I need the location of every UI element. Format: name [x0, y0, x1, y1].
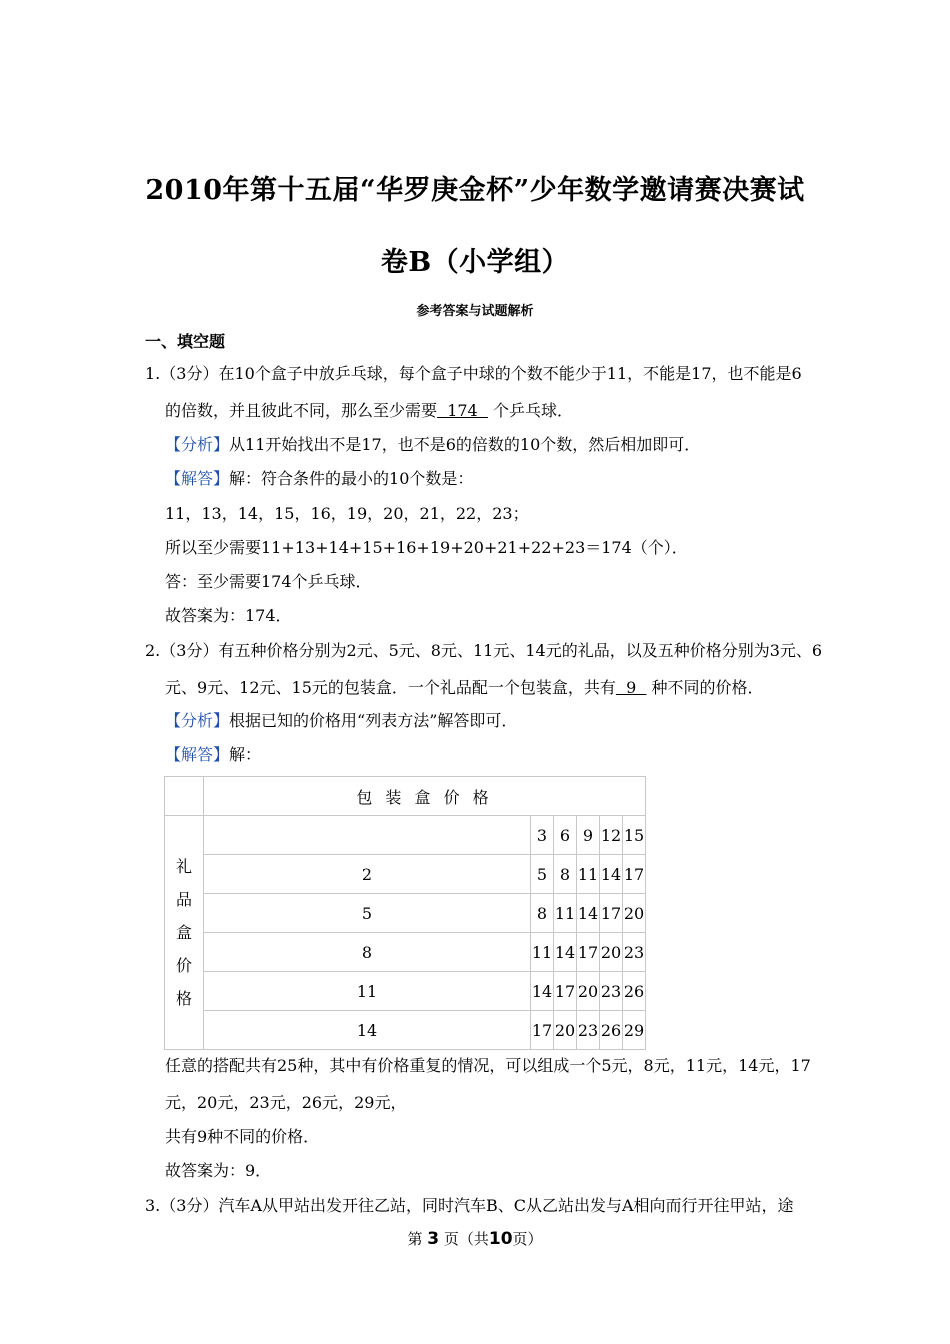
sum-cell: 23: [623, 933, 646, 972]
sum-cell: 14: [554, 933, 577, 972]
sum-cell: 20: [577, 972, 600, 1011]
box-price-cell: 9: [577, 816, 600, 855]
sum-cell: 23: [600, 972, 623, 1011]
doc-subtitle: 参考答案与试题解析: [416, 304, 534, 319]
q2-after-line1: 任意的搭配共有25种，其中有价格重复的情况，可以组成一个5元，8元，11元，14元，17: [165, 1056, 811, 1075]
gift-price-cell: 8: [204, 933, 531, 972]
sum-cell: 14: [577, 894, 600, 933]
sum-cell: 17: [600, 894, 623, 933]
sum-cell: 17: [577, 933, 600, 972]
sum-cell: 17: [623, 855, 646, 894]
q2-after-line2: 元，20元，23元，26元，29元，: [165, 1093, 407, 1112]
sum-cell: 20: [554, 1011, 577, 1050]
q2-solution: [165, 745, 261, 765]
sum-cell: 17: [531, 1011, 554, 1050]
analysis-tag: 【分析】: [165, 711, 230, 730]
q2-line2: [165, 678, 764, 698]
sum-cell: 20: [623, 894, 646, 933]
sum-cell: 17: [554, 972, 577, 1011]
q2-text-pre: 元、9元、12元、15元的包装盒．一个礼品配一个包装盒，共有: [165, 678, 616, 697]
q2-solution-text: 解：: [229, 745, 262, 764]
box-price-cell: 12: [600, 816, 623, 855]
sum-cell: 11: [554, 894, 577, 933]
sum-cell: 14: [600, 855, 623, 894]
q2-answer-blank: 9: [615, 678, 647, 697]
q1-solution: [165, 469, 473, 489]
q1-line2: [165, 401, 573, 421]
sum-cell: 23: [577, 1011, 600, 1050]
sum-cell: 29: [623, 1011, 646, 1050]
solution-tag: 【解答】: [165, 469, 230, 488]
q2-final: 故答案为：9．: [165, 1161, 272, 1180]
sum-cell: 20: [600, 933, 623, 972]
q1-sum: 所以至少需要11+13+14+15+16+19+20+21+22+23＝174（个）．: [165, 538, 688, 557]
q2-line1: 2.（3分）有五种价格分别为2元、5元、8元、11元、14元的礼品，以及五种价格分别为3元、6: [145, 641, 823, 660]
sum-cell: 11: [531, 933, 554, 972]
analysis-tag: 【分析】: [165, 435, 230, 454]
q1-final: 故答案为：174．: [165, 606, 292, 625]
gift-price-cell: 11: [204, 972, 531, 1011]
table-corner-cell: [165, 777, 204, 816]
q1-analysis: [165, 435, 700, 455]
q1-text-post: 个乒乓球．: [487, 401, 573, 420]
price-table: [164, 776, 646, 1050]
gift-price-cell: 2: [204, 855, 531, 894]
q2-after-line3: 共有9种不同的价格．: [165, 1127, 320, 1146]
box-price-cell: 3: [531, 816, 554, 855]
gift-price-cell: 14: [204, 1011, 531, 1050]
q1-numbers: 11，13，14，15，16，19，20，21，22，23；: [165, 504, 529, 523]
sum-cell: 14: [531, 972, 554, 1011]
q1-text-pre: 的倍数，并且彼此不同，那么至少需要: [165, 401, 438, 420]
page-footer: 第 3 页（共10页）: [407, 1229, 543, 1249]
page-number: 3: [427, 1229, 440, 1249]
table-blank-cell: [204, 816, 531, 855]
doc-title-line2: 卷B（小学组）: [380, 247, 570, 278]
section-heading: 一、填空题: [145, 332, 226, 351]
doc-title-line1: 2010年第十五届“华罗庚金杯”少年数学邀请赛决赛试: [145, 175, 805, 206]
q1-analysis-text: 从11开始找出不是17，也不是6的倍数的10个数，然后相加即可．: [229, 435, 701, 454]
q1-answer-text: 答：至少需要174个乒乓球．: [165, 572, 372, 591]
sum-cell: 8: [554, 855, 577, 894]
q2-analysis: [165, 711, 517, 731]
box-price-header: 包 装 盒 价 格: [204, 777, 646, 816]
q3-line1: 3.（3分）汽车A从甲站出发开往乙站，同时汽车B、C从乙站出发与A相向而行开往甲站，途: [145, 1196, 794, 1215]
sum-cell: 5: [531, 855, 554, 894]
solution-tag: 【解答】: [165, 745, 230, 764]
q1-line1: 1.（3分）在10个盒子中放乒乓球，每个盒子中球的个数不能少于11，不能是17，也不能是6: [145, 364, 802, 383]
sum-cell: 11: [577, 855, 600, 894]
sum-cell: 26: [623, 972, 646, 1011]
gift-price-cell: 5: [204, 894, 531, 933]
q1-solution-text: 解：符合条件的最小的10个数是：: [229, 469, 474, 488]
page-total: 10: [488, 1229, 513, 1249]
q1-answer-blank: 174: [437, 401, 488, 420]
box-price-cell: 6: [554, 816, 577, 855]
sum-cell: 26: [600, 1011, 623, 1050]
box-price-cell: 15: [623, 816, 646, 855]
sum-cell: 8: [531, 894, 554, 933]
gift-price-header: 礼 品 盒 价 格: [165, 816, 204, 1050]
q2-text-post: 种不同的价格．: [646, 678, 764, 697]
q2-analysis-text: 根据已知的价格用“列表方法”解答即可．: [229, 711, 518, 730]
